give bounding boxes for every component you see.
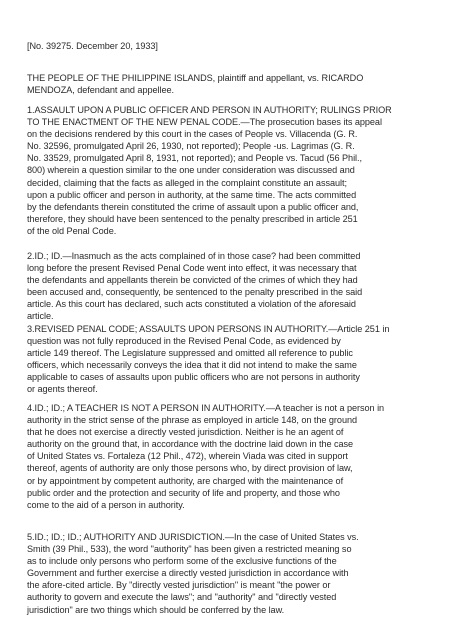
syllabus-paragraph-5: 5.ID.; ID.; ID.; AUTHORITY AND JURISDICTION.—In the case of United States vs. Smith (39 Phil., 533), the word "authority" has been given a restricted meaning so as to include only persons who perform some of the exclusive functions of the Government and further exercise a directly vested jurisdiction in accordance with the afore-cited article. By "directly vested jurisdiction" is meant "the power or authority to govern and execute the laws"; and "authority" and "directly vested jurisdiction" are two things which should be conferred by the law. [27, 532, 359, 615]
case-number-heading: [No. 39275. December 20, 1933] [27, 41, 158, 51]
syllabus-paragraph-2: 2.ID.; ID.—Inasmuch as the acts complained of in those case? had been committed long before the present Revised Penal Code went into effect, it was necessary that the defendants and appellants therein be convicted of the crimes of which they had been accused and, consequently, be sentenced to the penalty prescribed in the said article. As this court has declared, such acts constituted a violation of the aforesaid article. [27, 251, 363, 322]
syllabus-paragraph-1: 1.ASSAULT UPON A PUBLIC OFFICER AND PERSON IN AUTHORITY; RULINGS PRIOR TO THE ENACTMENT OF THE NEW PENAL CODE.—The prosecution bases its appeal on the decisions rendered by this court in the cases of People vs. Villacenda (G. R. No. 32596, promulgated April 26, 1930, not reported); People -us. Lagrimas (G. R. No. 33529, promulgated April 8, 1931, not reported); and People vs. Tacud (56 Phil., 800) wherein a question similar to the one under consideration was discussed and decided, claiming that the facts as alleged in the complaint constitute an assault; upon a public officer and person in authority, at the same time. The acts committed by the defendants therein constituted the crime of assault upon a public officer and, therefore, they should have been sentenced to the penalty prescribed in article 251 of the old Penal Code. [27, 105, 392, 236]
syllabus-paragraph-4: 4.ID.; ID.; A TEACHER IS NOT A PERSON IN AUTHORITY.—A teacher is not a person in authority in the strict sense of the phrase as employed in article 148, on the ground that he does not exercise a directly vested jurisdiction. Neither is he an agent of authority on the ground that, in accordance with the doctrine laid down in the case of United States vs. Fortaleza (12 Phil., 472), wherein Viada was cited in support thereof, agents of authority are only those persons who, by direct provision of law, or by appointment by competent authority, are charged with the maintenance of public order and the protection and security of life and property, and those who come to the aid of a person in authority. [27, 403, 385, 510]
syllabus-paragraph-3: 3.REVISED PENAL CODE; ASSAULTS UPON PERSONS IN AUTHORITY.—Article 251 in question was not fully reproduced in the Revised Penal Code, as evidenced by article 149 thereof. The Legislature suppressed and omitted all reference to public officers, which necessarily conveys the idea that it did not intend to make the same applicable to cases of assaults upon public officers who are not persons in authority or agents thereof. [27, 324, 390, 395]
case-parties: THE PEOPLE OF THE PHILIPPINE ISLANDS, plaintiff and appellant, vs. RICARDO MENDOZA, defendant and appellee. [27, 73, 364, 96]
